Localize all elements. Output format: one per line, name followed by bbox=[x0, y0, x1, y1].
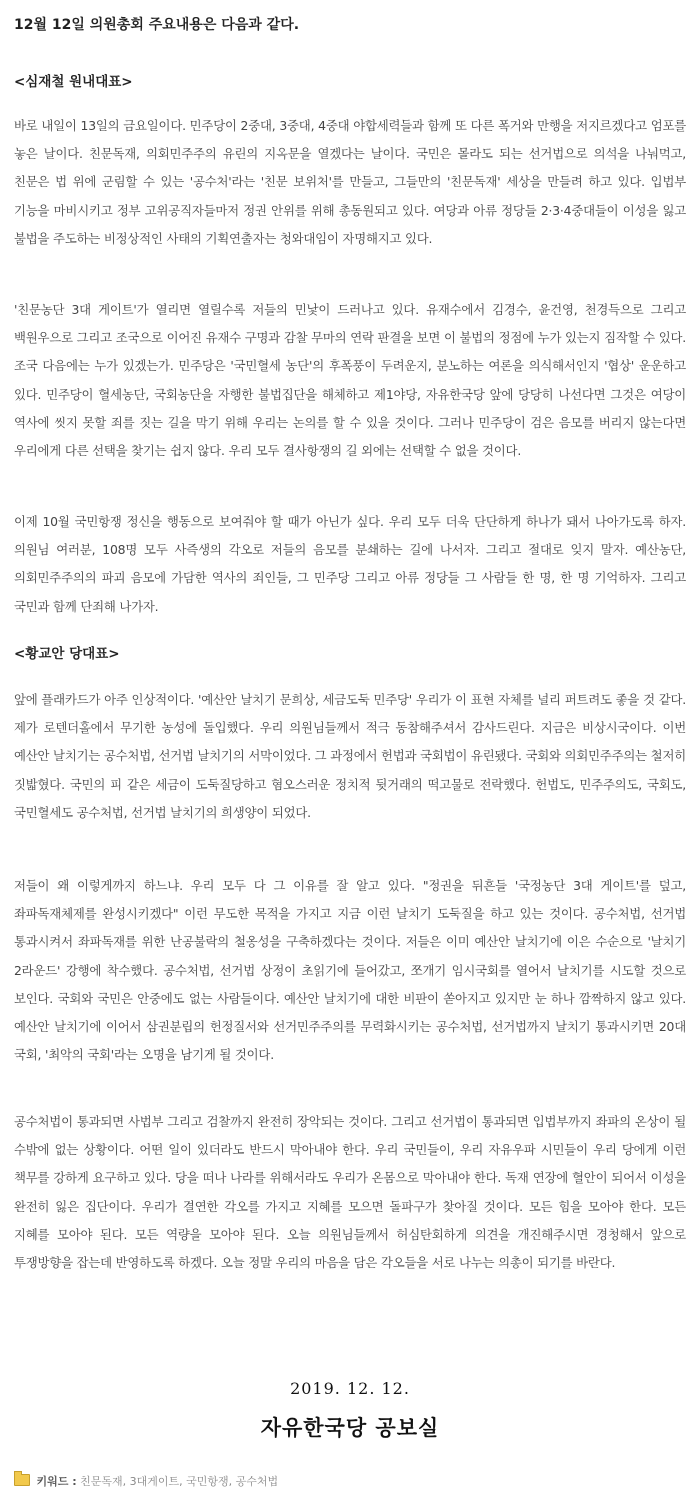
section-heading-hwang: <황교안 당대표> bbox=[14, 646, 120, 662]
paragraph: '친문농단 3대 게이트'가 열리면 열릴수록 저들의 민낯이 드러나고 있다. 유재수에서 김경수, 윤건영, 천경득으로 그리고 백원우으로 그리고 조국으로 이어진 유재수 구명과 감찰 무마의 연락 판결을 보면 이 불법의 정점에 누가 있는지 짐작할 수 있다. 조국 다음에는 누가 있겠는가. 민주당은 '국민혈세 농단'의 후폭풍이 두려운지, 분노하는 여론을 의식해서인지 '협상' 운운하고 있다. 민주당이 혈세농단, 국회농단을 자행한 불법집단을 해체하고 제1야당, 자유한국당 앞에 당당히 나선다면 그것은 여당이 역사에 씻지 못할 죄를 짓는 길을 막기 위해 우리는 논의를 할 수 있을 것이다. 그러나 민주당이 검은 음모를 버리지 않는다면 우리에게 다른 선택을 찾기는 쉽지 않다. 우리 모두 결사항쟁의 길 외에는 선택할 수 없을 것이다. bbox=[14, 302, 686, 459]
paragraph: 앞에 플래카드가 아주 인상적이다. '예산안 날치기 문희상, 세금도둑 민주당' 우리가 이 표현 자체를 널리 퍼트려도 좋을 것 같다. 제가 로텐더홀에서 무기한 농성에 돌입했다. 우리 의원님들께서 적극 동참해주셔서 감사드린다. 지금은 비상시국이다. 이번 예산안 날치기는 공수처법, 선거법 날치기의 서막이었다. 그 과정에서 헌법과 국회법이 유린됐다. 국회와 의회민주주의는 철저히 짓밟혔다. 국민의 피 같은 세금이 도둑질당하고 혐오스러운 정치적 뒷거래의 떡고물로 전락했다. 헌법도, 민주주의도, 국회도, 국민혈세도 공수처법, 선거법 날치기의 희생양이 되었다. bbox=[14, 692, 686, 820]
section-heading-sim: <심재철 원내대표> bbox=[14, 74, 133, 90]
paragraph: 바로 내일이 13일의 금요일이다. 민주당이 2중대, 3중대, 4중대 야합세력들과 함께 또 다른 폭거와 만행을 저지르겠다고 엄포를 놓은 날이다. 친문독재, 의회민주주의 유린의 지옥문을 열겠다는 날이다. 국민은 몰라도 되는 선거법으로 의석을 나눠먹고, 친문은 법 위에 군림할 수 있는 '공수처'라는 '친문 보위처'를 만들고, 그들만의 '친문독재' 세상을 만들려 하고 있다. 입법부 기능을 마비시키고 정부 고위공직자들마저 정권 안위를 위해 총동원되고 있다. 여당과 아류 정당들 2·3·4중대들이 이성을 잃고 불법을 주도하는 비정상적인 사태의 기획연출자는 청와대임이 자명해지고 있다. bbox=[14, 118, 686, 246]
release-date: 2019. 12. 12. bbox=[290, 1379, 410, 1398]
paragraph: 이제 10월 국민항쟁 정신을 행동으로 보여줘야 할 때가 아닌가 싶다. 우리 모두 더욱 단단하게 하나가 돼서 나아가도록 하자. 의원님 여러분, 108명 모두 사즉생의 각오로 저들의 음모를 분쇄하는 길에 나서자. 그리고 절대로 잊지 말자. 예산농단, 의회민주주의의 파괴 음모에 가담한 역사의 죄인들, 그 민주당 그리고 아류 정당들 그 사람들 한 명, 한 명 기억하자. 그리고 국민과 함께 단죄해 나가자. bbox=[14, 514, 686, 614]
paragraph: 저들이 왜 이렇게까지 하느냐. 우리 모두 다 그 이유를 잘 알고 있다. "정권을 뒤흔들 '국정농단 3대 게이트'를 덮고, 좌파독재체제를 완성시키겠다" 이런 무도한 목적을 가지고 지금 이런 날치기 도둑질을 하고 있는 것이다. 공수처법, 선거법 통과시켜서 좌파독재를 위한 난공불락의 철옹성을 구축하겠다는 것이다. 저들은 이미 예산안 날치기에 이은 수순으로 '날치기 2라운드' 강행에 착수했다. 공수처법, 선거법 상정이 초읽기에 들어갔고, 쪼개기 임시국회를 열어서 날치기를 시도할 것으로 보인다. 국회와 국민은 안중에도 없는 사람들이다. 예산안 날치기에 대한 비판이 쏟아지고 있지만 눈 하나 깜짝하지 않고 있다. 예산안 날치기에 이어서 삼권분립의 헌정질서와 선거민주주의를 무력화시키는 공수처법, 선거법까지 날치기 통과시키면 20대 국회, '최악의 국회'라는 오명을 남기게 될 것이다. bbox=[14, 878, 686, 1063]
keywords-bar bbox=[14, 1473, 278, 1489]
folder-icon bbox=[14, 1474, 30, 1486]
organization-name: 자유한국당 공보실 bbox=[260, 1416, 440, 1440]
keywords-values[interactable]: 친문독재, 3대게이트, 국민항쟁, 공수처법 bbox=[80, 1475, 279, 1488]
document-intro: 12월 12일 의원총회 주요내용은 다음과 같다. bbox=[14, 17, 300, 33]
keywords-label: 키워드 : bbox=[36, 1475, 77, 1488]
paragraph: 공수처법이 통과되면 사법부 그리고 검찰까지 완전히 장악되는 것이다. 그리고 선거법이 통과되면 입법부까지 좌파의 온상이 될 수밖에 없는 상황이다. 어떤 일이 있더라도 반드시 막아내야 한다. 우리 국민들이, 우리 자유우파 시민들이 우리 당에게 이런 책무를 강하게 요구하고 있다. 당을 떠나 나라를 위해서라도 우리가 온몸으로 막아내야 한다. 독재 연장에 혈안이 되어서 이성을 완전히 잃은 집단이다. 우리가 결연한 각오를 가지고 지혜를 모으면 돌파구가 찾아질 것이다. 모든 힘을 모아야 한다. 모든 지혜를 모아야 된다. 모든 역량을 모아야 된다. 오늘 의원님들께서 허심탄회하게 의견을 개진해주시면 경청해서 앞으로 투쟁방향을 잡는데 반영하도록 하겠다. 오늘 정말 우리의 마음을 담은 각오들을 서로 나누는 의총이 되기를 바란다. bbox=[14, 1114, 686, 1271]
